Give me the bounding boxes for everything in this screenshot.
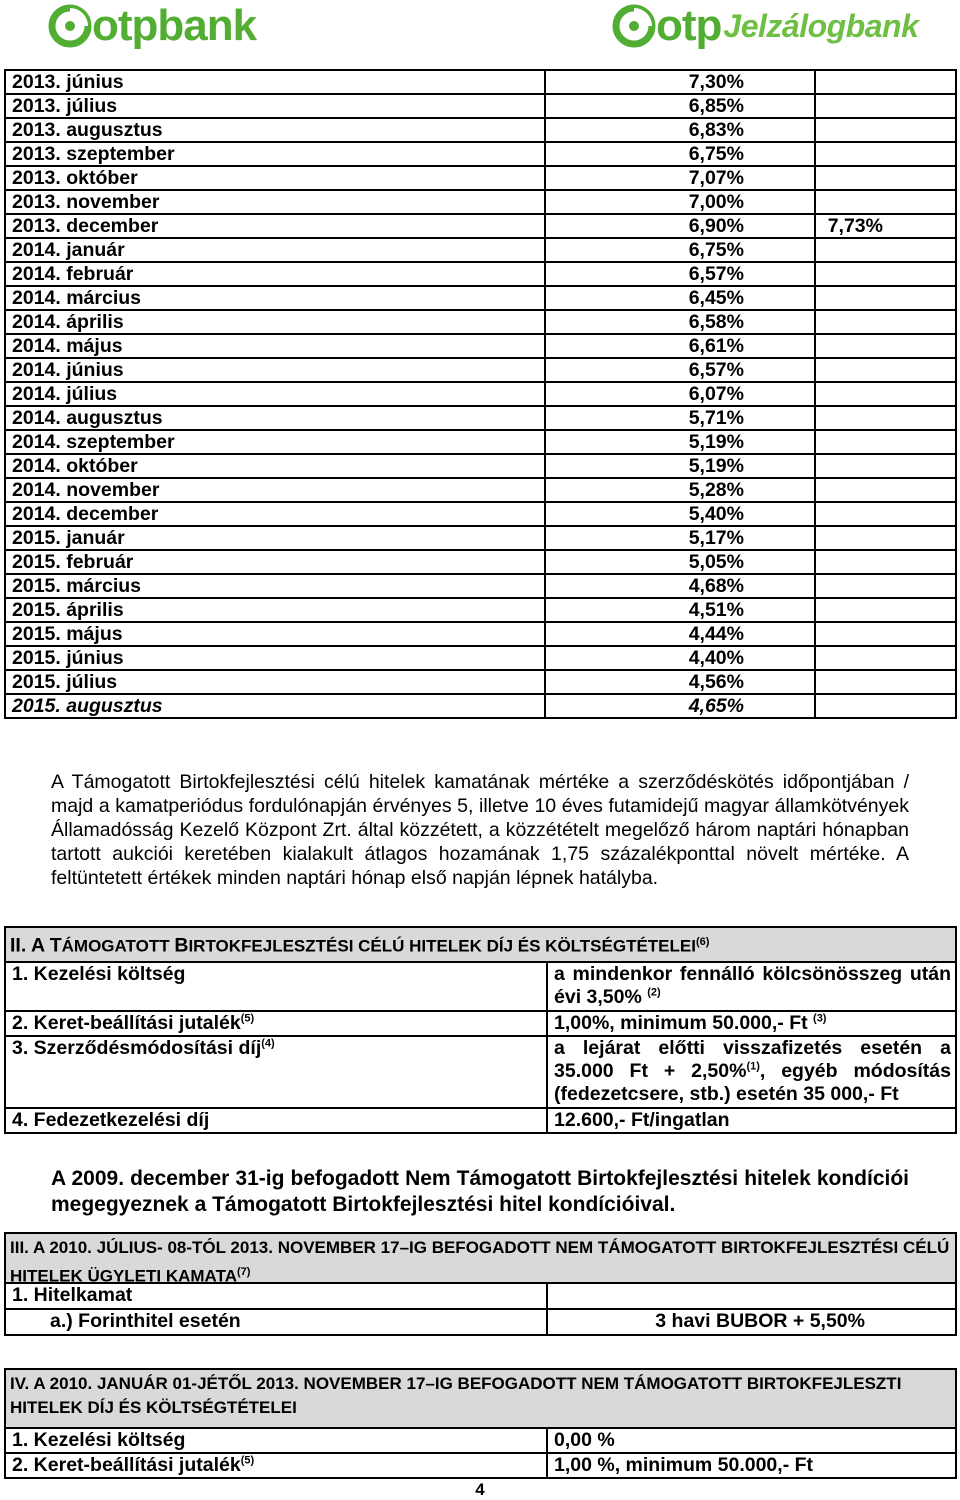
rate-note: A Támogatott Birtokfejlesztési célú hitelek kamatának mértéke a szerződéskötés időpontjában / majd a kamatperiódus fordulónapján érvényes 5, illetve 10 éves futamidejű magyar államkötvények Államadósság Kezelő Központ Zrt. által közzétett, a közzétételt megelőző három naptári hónapban tartott aukciói keretében kialakult átlagos hozamának 1,75 százalékponttal növelt mértéke. A feltüntetett értékek minden naptári hónap első napján lépnek hatályba. [51,771,909,889]
rate-table [4,69,957,719]
row-value: 3 havi BUBOR + 5,50% [655,1310,865,1332]
table-row [5,454,956,478]
rate-cell: 6,57% [545,358,815,382]
avg-cell [815,238,956,262]
table-row [5,1428,956,1453]
avg-cell [815,502,956,526]
avg-cell [815,262,956,286]
table-row [5,286,956,310]
page-number: 4 [475,1480,485,1499]
rate-cell: 4,65% [545,694,815,718]
rate-cell: 6,58% [545,310,815,334]
month-cell: 2015. május [5,622,545,646]
table-row [5,478,956,502]
fee-value: a mindenkor fennálló kölcsönösszeg után évi 3,50% [554,963,951,1008]
otpbank-logo [48,2,256,50]
table-row [5,1108,956,1133]
otp-swirl-icon [612,4,656,48]
table-row [5,94,956,118]
rate-cell: 6,57% [545,262,815,286]
table-row [5,598,956,622]
rate-cell: 6,07% [545,382,815,406]
logo-suffix: bank [157,1,257,50]
month-cell: 2015. július [5,670,545,694]
table-row [5,694,956,718]
avg-cell [815,550,956,574]
logo-brand: otp [92,1,158,50]
month-cell: 2014. július [5,382,545,406]
avg-cell [815,574,956,598]
table-row [5,118,956,142]
rate-cell: 4,40% [545,646,815,670]
table-row: 1. Kezelési költség a mindenkor fennálló kölcsönösszeg után évi 3,50% $^{(2)}$ [5,962,956,1011]
avg-cell [815,286,956,310]
table-row [5,1283,956,1309]
avg-cell [815,70,956,94]
avg-cell [815,94,956,118]
month-cell: 2013. augusztus [5,118,545,142]
rate-cell: 6,61% [545,334,815,358]
rate-cell: 4,56% [545,670,815,694]
rate-cell: 4,44% [545,622,815,646]
month-cell: 2015. január [5,526,545,550]
avg-cell [815,118,956,142]
fee-label: 2. Keret-beállítási jutalék [12,1012,241,1034]
avg-cell [815,358,956,382]
month-cell: 2014. augusztus [5,406,545,430]
rate-cell: 7,00% [545,190,815,214]
month-cell: 2015. június [5,646,545,670]
avg-cell [815,622,956,646]
avg-cell [815,334,956,358]
month-cell: 2015. április [5,598,545,622]
avg-cell [815,670,956,694]
rate-cell: 5,71% [545,406,815,430]
month-cell: 2014. november [5,478,545,502]
section-iv-heading: IV. A 2010. JANUÁR 01-JÉTŐL 2013. NOVEMBER 17–IG BEFOGADOTT NEM TÁMOGATOTT BIRTOKFEJLESZTI HITELEK DÍJ ÉS KÖLTSÉGTÉTELEI [4,1368,957,1429]
table-row [5,430,956,454]
otp-jelzalogbank-logo [612,2,918,50]
rate-cell: 4,51% [545,598,815,622]
table-row [5,670,956,694]
month-cell: 2014. október [5,454,545,478]
rate-cell: 4,68% [545,574,815,598]
month-cell: 2014. május [5,334,545,358]
table-row [5,214,956,238]
avg-cell [815,478,956,502]
rate-cell: 6,75% [545,142,815,166]
table-row: 3. Szerződésmódosítási díj$^{(4)}$ a lejárat előtti visszafizetés esetén a 35.000 Ft + 2,50%$^{(1)}$, egyéb módosítás (fedezetcsere, stb.) esetén 35 000,- Ft [5,1036,956,1108]
rate-cell: 6,45% [545,286,815,310]
month-cell: 2013. június [5,70,545,94]
logo-suffix: Jelzálogbank [723,7,919,44]
row-label: 1. Hitelkamat [12,1284,133,1306]
avg-cell [815,646,956,670]
table-row [5,358,956,382]
avg-cell: 7,73% [815,214,956,238]
table-row [5,190,956,214]
avg-cell [815,454,956,478]
rate-cell: 6,85% [545,94,815,118]
fee-label: 3. Szerződésmódosítási díj [12,1037,262,1059]
rate-cell: 5,28% [545,478,815,502]
table-row [5,646,956,670]
month-cell: 2014. szeptember [5,430,545,454]
table-row: 2. Keret-beállítási jutalék$^{(5)}$ 1,00 %, minimum 50.000,- Ft [5,1453,956,1478]
table-row [5,502,956,526]
rate-cell: 5,19% [545,430,815,454]
month-cell: 2013. október [5,166,545,190]
rate-cell: 5,05% [545,550,815,574]
section-ii-heading: II. A TÁMOGATOTT BIRTOKFEJLESZTÉSI CÉLÚ HITELEK DÍJ ÉS KÖLTSÉGTÉTELEI$^{(6)}$ [4,926,957,963]
avg-cell [815,166,956,190]
otp-swirl-icon [48,4,92,48]
avg-cell [815,694,956,718]
month-cell: 2015. március [5,574,545,598]
rate-cell: 6,75% [545,238,815,262]
month-cell: 2014. március [5,286,545,310]
table-row [5,382,956,406]
avg-cell [815,190,956,214]
fees-table [4,961,957,1134]
table-row [5,574,956,598]
avg-cell [815,598,956,622]
rate-cell: 7,07% [545,166,815,190]
conditions-paragraph: A 2009. december 31-ig befogadott Nem Támogatott Birtokfejlesztési hitelek kondíciói megegyeznek a Támogatott Birtokfejlesztési hitel kondícióival. [51,1167,909,1216]
rate-cell: 5,40% [545,502,815,526]
month-cell: 2014. június [5,358,545,382]
fee-label: 2. Keret-beállítási jutalék [12,1454,241,1476]
fee-label: 4. Fedezetkezelési díj [12,1109,210,1131]
table-row [5,70,956,94]
table-row [5,1309,956,1335]
fee-value: a lejárat előtti visszafizetés esetén a 35.000 Ft + 2,50% [554,1037,951,1082]
table-row [5,334,956,358]
table-row [5,526,956,550]
rate-cell: 7,30% [545,70,815,94]
month-cell: 2013. július [5,94,545,118]
table-row [5,166,956,190]
table-row [5,142,956,166]
table-row [5,550,956,574]
month-cell: 2015. február [5,550,545,574]
month-cell: 2014. február [5,262,545,286]
fee-label: 1. Kezelési költség [12,1429,186,1451]
month-cell: 2015. augusztus [5,694,545,718]
month-cell: 2013. november [5,190,545,214]
fee-value: 12.600,- Ft/ingatlan [554,1109,730,1131]
table-row [5,622,956,646]
month-cell: 2014. április [5,310,545,334]
fees2-table [4,1427,957,1479]
fee-label: 1. Kezelési költség [12,963,186,985]
month-cell: 2013. szeptember [5,142,545,166]
rate-cell: 6,90% [545,214,815,238]
avg-cell [815,430,956,454]
table-row [5,262,956,286]
section-iii-heading: III. A 2010. JÚLIUS- 08-TÓL 2013. NOVEMBER 17–IG BEFOGADOTT NEM TÁMOGATOTT BIRTOKFEJLESZTÉSI CÉLÚ HITELEK ÜGYLETI KAMATA$^{(7)}$ [4,1232,957,1284]
rate-cell: 5,19% [545,454,815,478]
rate-cell: 6,83% [545,118,815,142]
avg-cell [815,142,956,166]
table-row [5,406,956,430]
avg-cell [815,406,956,430]
month-cell: 2014. december [5,502,545,526]
avg-cell [815,526,956,550]
avg-cell [815,310,956,334]
rate-cell: 5,17% [545,526,815,550]
month-cell: 2013. december [5,214,545,238]
fee-value: 1,00%, minimum 50.000,- Ft [554,1012,808,1034]
avg-cell [815,382,956,406]
logo-brand: otp [656,1,722,50]
table-row [5,310,956,334]
fee-value: 1,00 %, minimum 50.000,- Ft [554,1454,814,1476]
row-label: a.) Forinthitel esetén [50,1310,241,1332]
month-cell: 2014. január [5,238,545,262]
table-row [5,238,956,262]
table-row: 2. Keret-beállítási jutalék$^{(5)}$ 1,00%, minimum 50.000,- Ft $^{(3)}$ [5,1011,956,1036]
fee-value: 0,00 % [554,1429,615,1451]
interest-table [4,1282,957,1336]
